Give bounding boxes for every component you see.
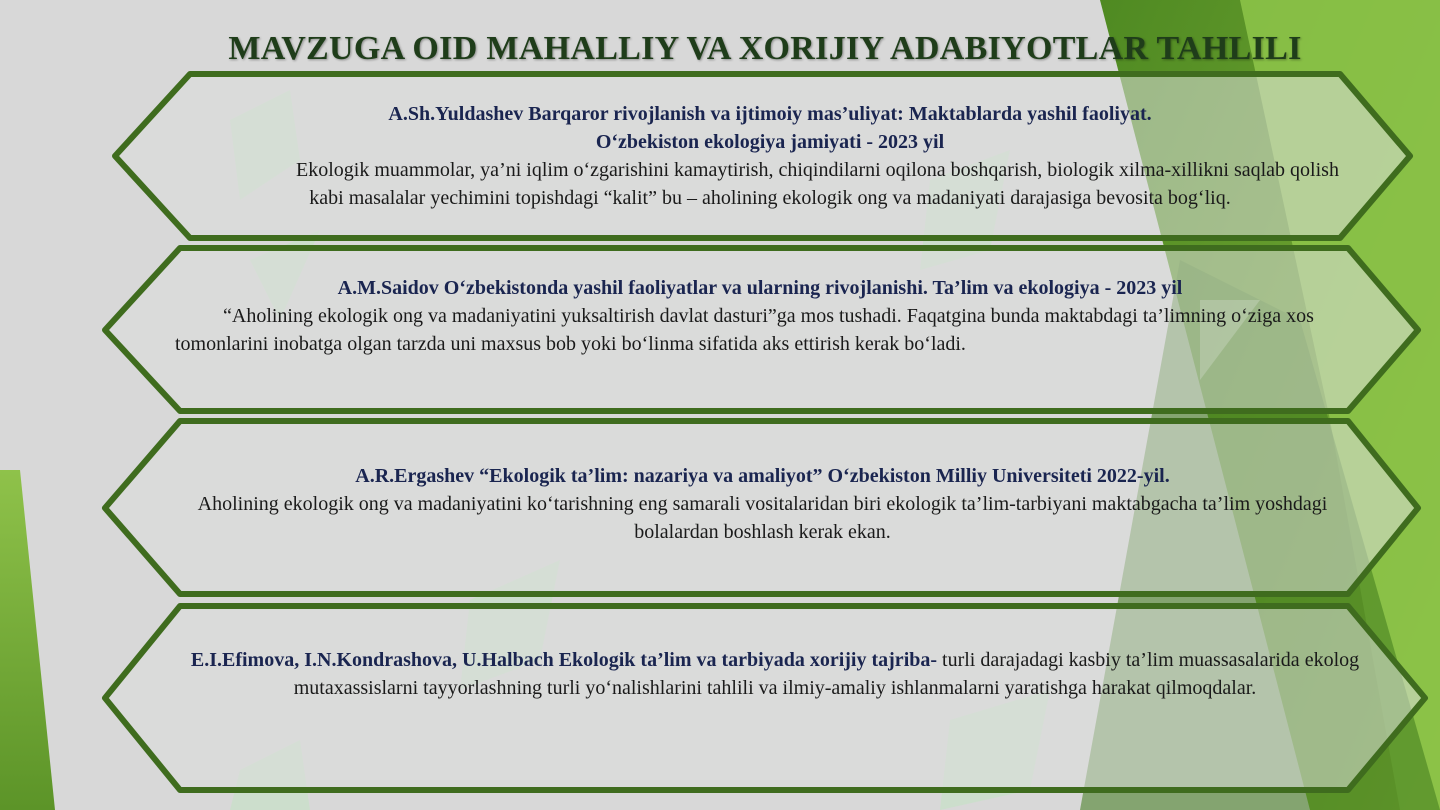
slide-title: MAVZUGA OID MAHALLIY VA XORIJIY ADABIYOTLAR TAHLILI [228,30,1302,67]
entry-1-body: Ekologik muammolar, ya’ni iqlim o‘zgarishini kamaytirish, chiqindilarni oqilona boshqarish, biologik xilma-xillikni saqlab qolish kabi masalalar yechimini topishdagi “kalit” bu – aholining ekologik ong va madaniyati darajasiga bevosita bog‘liq. [296,159,1339,209]
entry-1 [190,100,1350,212]
entry-3-reference: A.R.Ergashev “Ekologik ta’lim: nazariya va amaliyot” O‘zbekiston Milliy Universiteti 2022-yil. [355,465,1170,487]
entry-3-body: Aholining ekologik ong va madaniyatini ko‘tarishning eng samarali vositalaridan biri ekologik ta’lim-tarbiyani maktabgacha ta’lim yoshdagi bolalardan boshlash kerak ekan. [197,493,1328,543]
entry-2-body-wrap [175,302,1345,358]
entry-1-reference-line2: O‘zbekiston ekologiya jamiyati - 2023 yil [595,131,945,153]
entry-1-body-wrap [190,156,1350,212]
title-region [0,0,1440,80]
entry-2-body: “Aholining ekologik ong va madaniyatini yuksaltirish davlat dasturi”ga mos tushadi. Faqatgina bunda maktabdagi ta’limning o‘ziga xos tomonlarini inobatga olgan tarzda uni maxsus bob yoki bo‘linma sifatida aks ettirish kerak bo‘ladi. [175,305,1314,355]
entry-4-reference: E.I.Efimova, I.N.Kondrashova, U.Halbach Ekologik ta’lim va tarbiyada xorijiy tajriba- [190,649,938,671]
entry-2 [175,274,1345,358]
entry-3 [160,462,1365,546]
entry-1-reference-line1: A.Sh.Yuldashev Barqaror rivojlanish va ijtimoiy mas’uliyat: Maktablarda yashil faoliyat. [388,103,1152,125]
entry-4 [180,646,1370,702]
entry-2-reference: A.M.Saidov O‘zbekistonda yashil faoliyatlar va ularning rivojlanishi. Ta’lim va ekologiya - 2023 yil [337,277,1183,299]
entry-4-body: turli darajadagi kasbiy ta’lim muassasalarida ekolog mutaxassislarni tayyorlashning turli yo‘nalishlarini tahlili va ilmiy-amaliy ishlanmalarni yaratishga harakat qilmoqdalar. [293,649,1360,699]
